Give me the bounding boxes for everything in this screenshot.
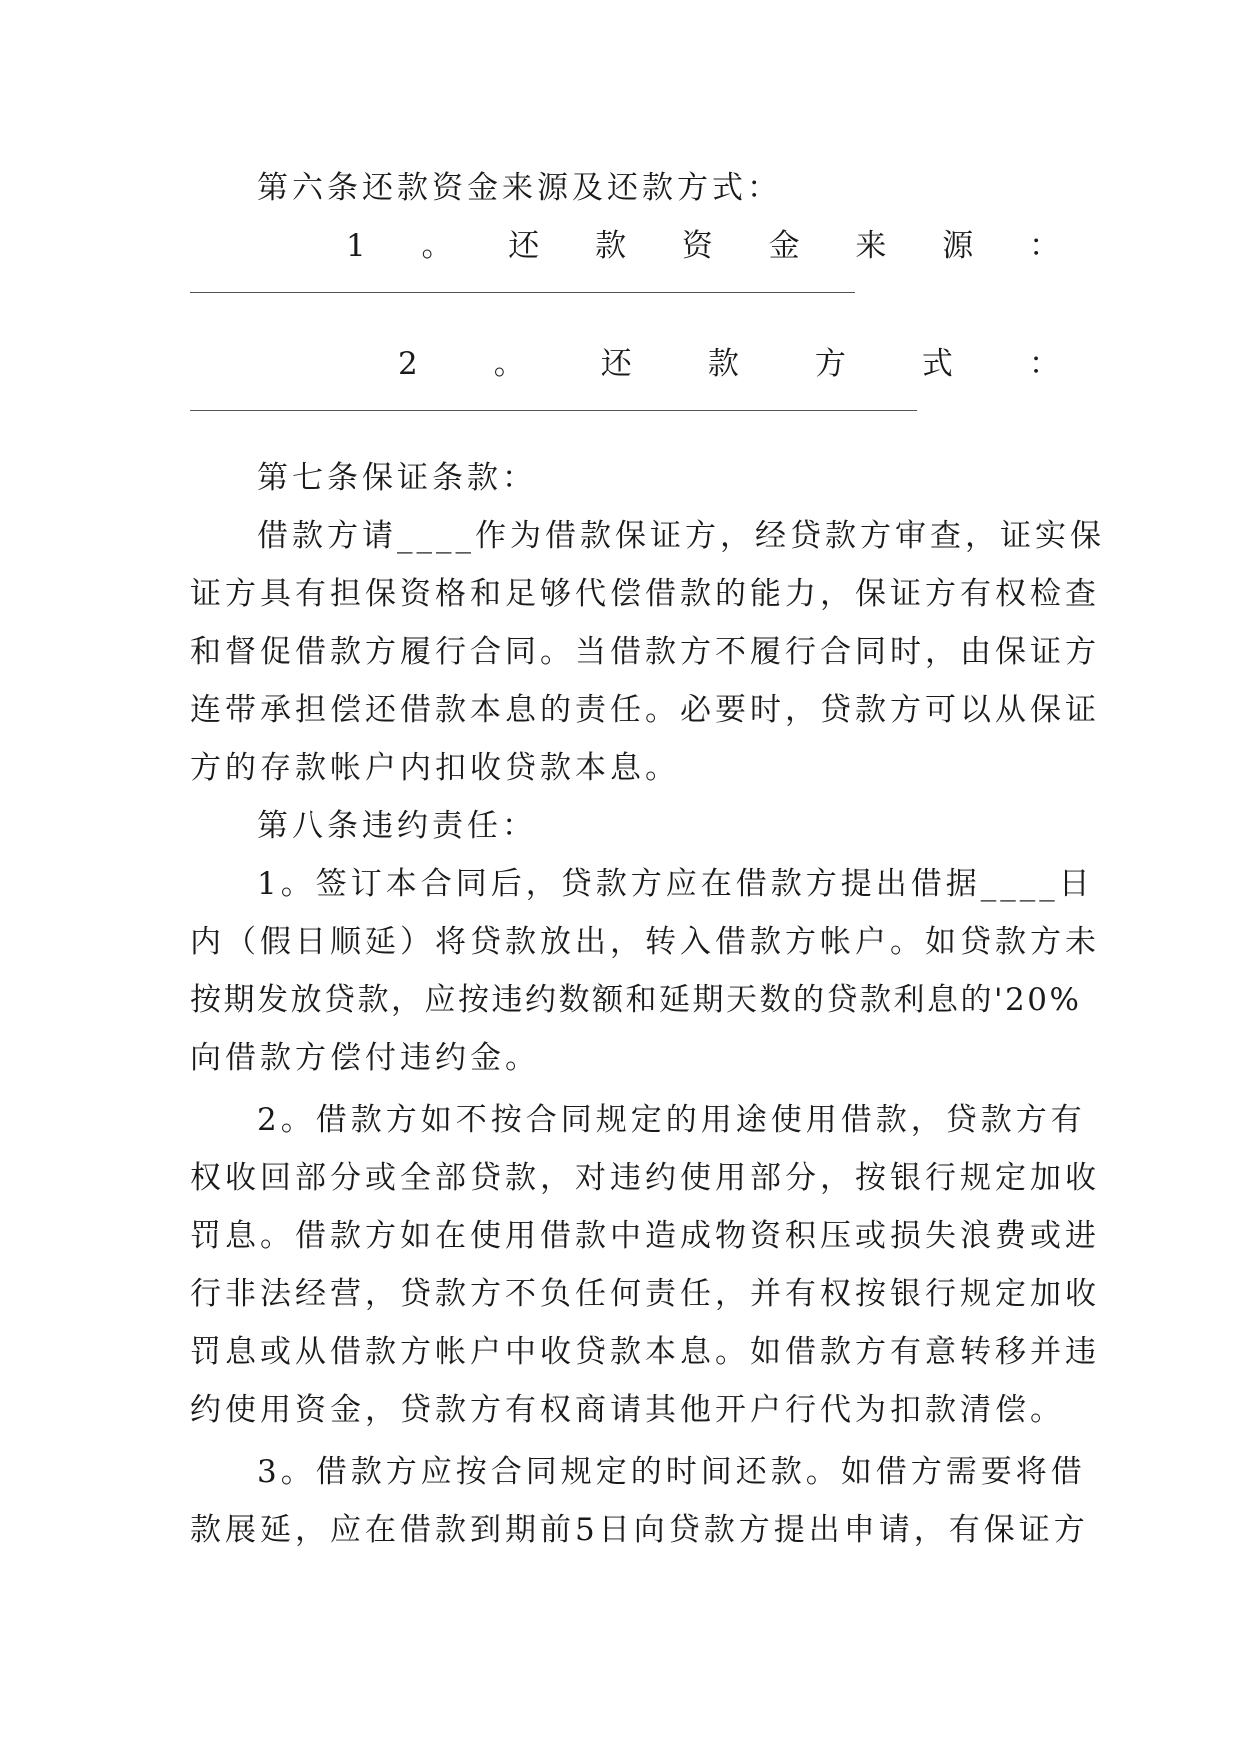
paragraph-line: 借款方请____作为借款保证方，经贷款方审查，证实保 xyxy=(257,518,1105,554)
paragraph-line: 方的存款帐户内扣收贷款本息。 xyxy=(190,750,680,786)
paragraph-line: 连带承担偿还借款本息的责任。必要时，贷款方可以从保证 xyxy=(190,692,1100,728)
paragraph-line: 款展延，应在借款到期前5日向贷款方提出申请，有保证方 xyxy=(190,1512,1089,1548)
paragraph-line: 罚息。借款方如在使用借款中造成物资积压或损失浪费或进 xyxy=(190,1218,1100,1254)
item2-char: 款 xyxy=(707,346,739,382)
item1-char: 还 xyxy=(508,228,540,264)
fill-in-blank-line xyxy=(190,292,855,293)
item2-number: 2 xyxy=(398,346,418,382)
article6-heading: 第六条还款资金来源及还款方式： xyxy=(257,170,782,206)
paragraph-line: 向借款方偿付违约金。 xyxy=(190,1040,540,1076)
paragraph-line: 约使用资金，贷款方有权商请其他开户行代为扣款清偿。 xyxy=(190,1392,1065,1428)
paragraph-line: 证方具有担保资格和足够代偿借款的能力，保证方有权检查 xyxy=(190,576,1100,612)
paragraph-line: 罚息或从借款方帐户中收贷款本息。如借款方有意转移并违 xyxy=(190,1334,1100,1370)
item2-colon: ： xyxy=(1028,346,1060,382)
paragraph-line: 权收回部分或全部贷款，对违约使用部分，按银行规定加收 xyxy=(190,1160,1100,1196)
paragraph-line: 3。借款方应按合同规定的时间还款。如借方需要将借 xyxy=(257,1454,1086,1490)
article8-heading: 第八条违约责任： xyxy=(257,808,537,844)
paragraph-line: 内（假日顺延）将贷款放出，转入借款方帐户。如贷款方未 xyxy=(190,924,1100,960)
paragraph-line: 行非法经营，贷款方不负任何责任，并有权按银行规定加收 xyxy=(190,1276,1100,1312)
paragraph-line: 和督促借款方履行合同。当借款方不履行合同时，由保证方 xyxy=(190,634,1100,670)
item1-char: 金 xyxy=(768,228,800,264)
item1-number: 1 xyxy=(346,228,366,264)
item1-punct: 。 xyxy=(421,228,453,264)
paragraph-line: 2。借款方如不按合同规定的用途使用借款，贷款方有 xyxy=(257,1102,1086,1138)
article7-heading: 第七条保证条款： xyxy=(257,460,537,496)
item1-char: 源 xyxy=(942,228,974,264)
article6-item2 xyxy=(398,344,1060,384)
item1-colon: ： xyxy=(1028,228,1060,264)
item2-char: 方 xyxy=(814,346,846,382)
item2-char: 式 xyxy=(921,346,953,382)
fill-in-blank-line xyxy=(190,410,917,411)
paragraph-line: 按期发放贷款，应按违约数额和延期天数的贷款利息的'20% xyxy=(190,982,1082,1018)
paragraph-line: 1。签订本合同后，贷款方应在借款方提出借据____日 xyxy=(257,866,1094,902)
item1-char: 资 xyxy=(681,228,713,264)
item2-punct: 。 xyxy=(493,346,525,382)
item1-char: 款 xyxy=(595,228,627,264)
article6-item1 xyxy=(346,226,1060,266)
item2-char: 还 xyxy=(600,346,632,382)
item1-char: 来 xyxy=(855,228,887,264)
